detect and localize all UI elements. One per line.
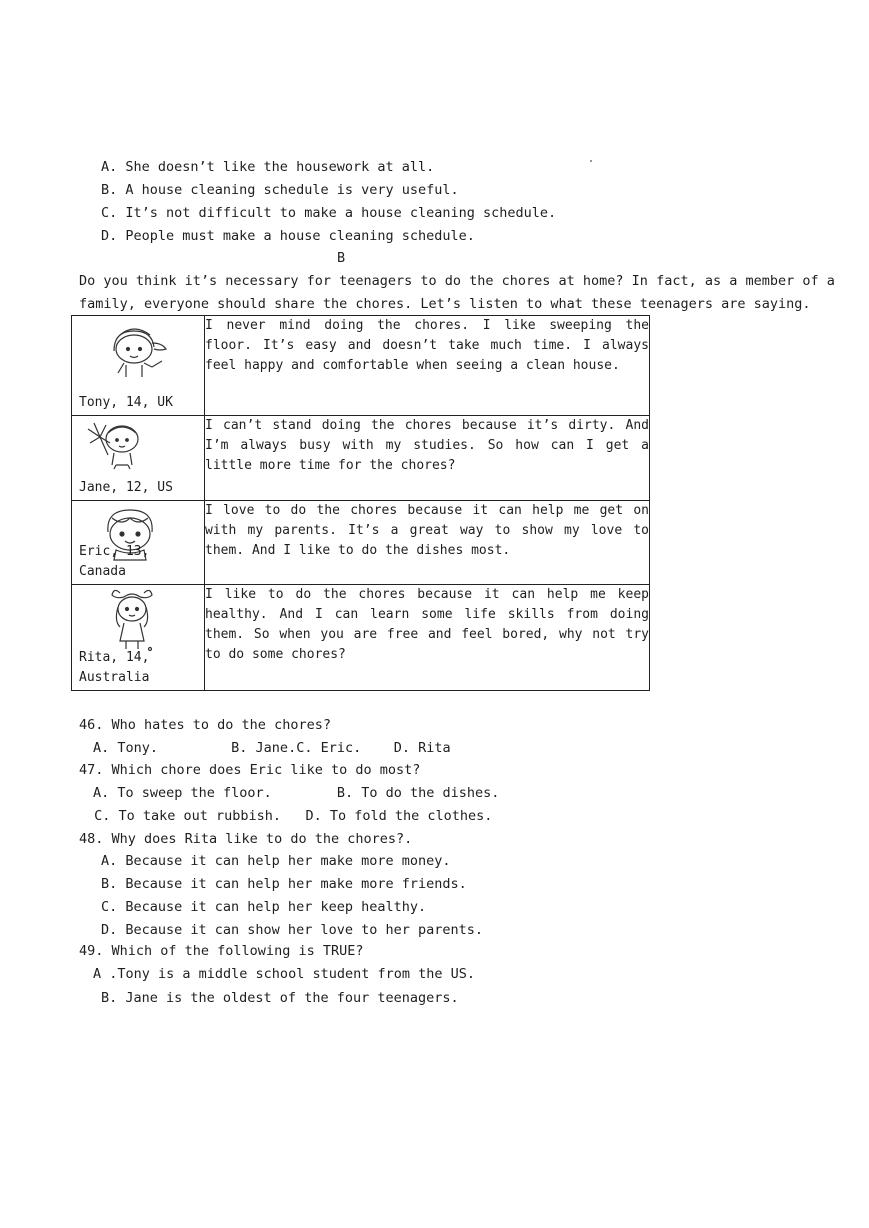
option-b: B. A house cleaning schedule is very useful. [101, 182, 459, 198]
table-row [72, 316, 650, 416]
question-48-option-c: C. Because it can help her keep healthy. [101, 899, 427, 915]
question-46-options: A. Tony. B. Jane.C. Eric. D. Rita [93, 740, 451, 756]
question-49: 49. Which of the following is TRUE? [79, 943, 364, 959]
boy-cap-waving-icon [100, 321, 170, 379]
section-label: B [337, 250, 346, 266]
person-label-eric: Eric, 13, Canada [79, 544, 150, 579]
teenagers-table [71, 315, 650, 691]
table-row [72, 416, 650, 501]
question-49-option-a: A .Tony is a middle school student from the US. [93, 966, 476, 982]
stray-dot [590, 160, 592, 162]
question-48: 48. Why does Rita like to do the chores?. [79, 831, 413, 847]
table-row [72, 585, 650, 691]
question-48-option-d: D. Because it can show her love to her parents. [101, 922, 484, 938]
option-a: A. She doesn’t like the housework at all. [101, 159, 435, 175]
teen-statement-jane: I can’t stand doing the chores because it’s dirty. And I’m always busy with my studies. So how can I get a little more time for the chores? [205, 416, 650, 501]
option-c: C. It’s not difficult to make a house cleaning schedule. [101, 205, 557, 221]
person-label-rita-country: Australia [79, 670, 150, 685]
person-label-tony: Tony, 14, UK [79, 395, 173, 410]
person-cell [72, 416, 205, 501]
intro-line-1: Do you think it’s necessary for teenagers to do the chores at home? In fact, as a member of a [79, 273, 835, 289]
teen-statement-tony: I never mind doing the chores. I like sweeping the floor. It’s easy and doesn’t take much time. I always feel happy and comfortable when seeing a clean house. [205, 316, 650, 416]
child-with-pinwheel-icon [82, 419, 152, 471]
question-46: 46. Who hates to do the chores? [79, 717, 331, 733]
person-label-jane: Jane, 12, US [79, 480, 173, 495]
question-47: 47. Which chore does Eric like to do most? [79, 762, 421, 778]
question-47-options-2: C. To take out rubbish. D. To fold the clothes. [86, 808, 493, 824]
girl-with-bow-icon [104, 587, 160, 653]
question-49-option-b: B. Jane is the oldest of the four teenagers. [101, 990, 459, 1006]
person-cell [72, 585, 205, 691]
table-row [72, 501, 650, 585]
intro-line-2: family, everyone should share the chores. Let’s listen to what these teenagers are saying. [79, 296, 811, 312]
teen-statement-eric: I love to do the chores because it can help me get on with my parents. It’s a great way to show my love to them. And I like to do the dishes most. [205, 501, 650, 585]
person-label-rita: Rita, 14, [79, 650, 150, 665]
question-48-option-a: A. Because it can help her make more money. [101, 853, 451, 869]
person-cell [72, 316, 205, 416]
question-48-option-b: B. Because it can help her make more friends. [101, 876, 467, 892]
person-cell [72, 501, 205, 585]
question-47-options-1: A. To sweep the floor. B. To do the dishes. [93, 785, 500, 801]
teen-statement-rita: I like to do the chores because it can help me keep healthy. And I can learn some life skills from doing them. So when you are free and feel bored, why not try to do some chores? [205, 585, 650, 691]
option-d: D. People must make a house cleaning schedule. [101, 228, 475, 244]
